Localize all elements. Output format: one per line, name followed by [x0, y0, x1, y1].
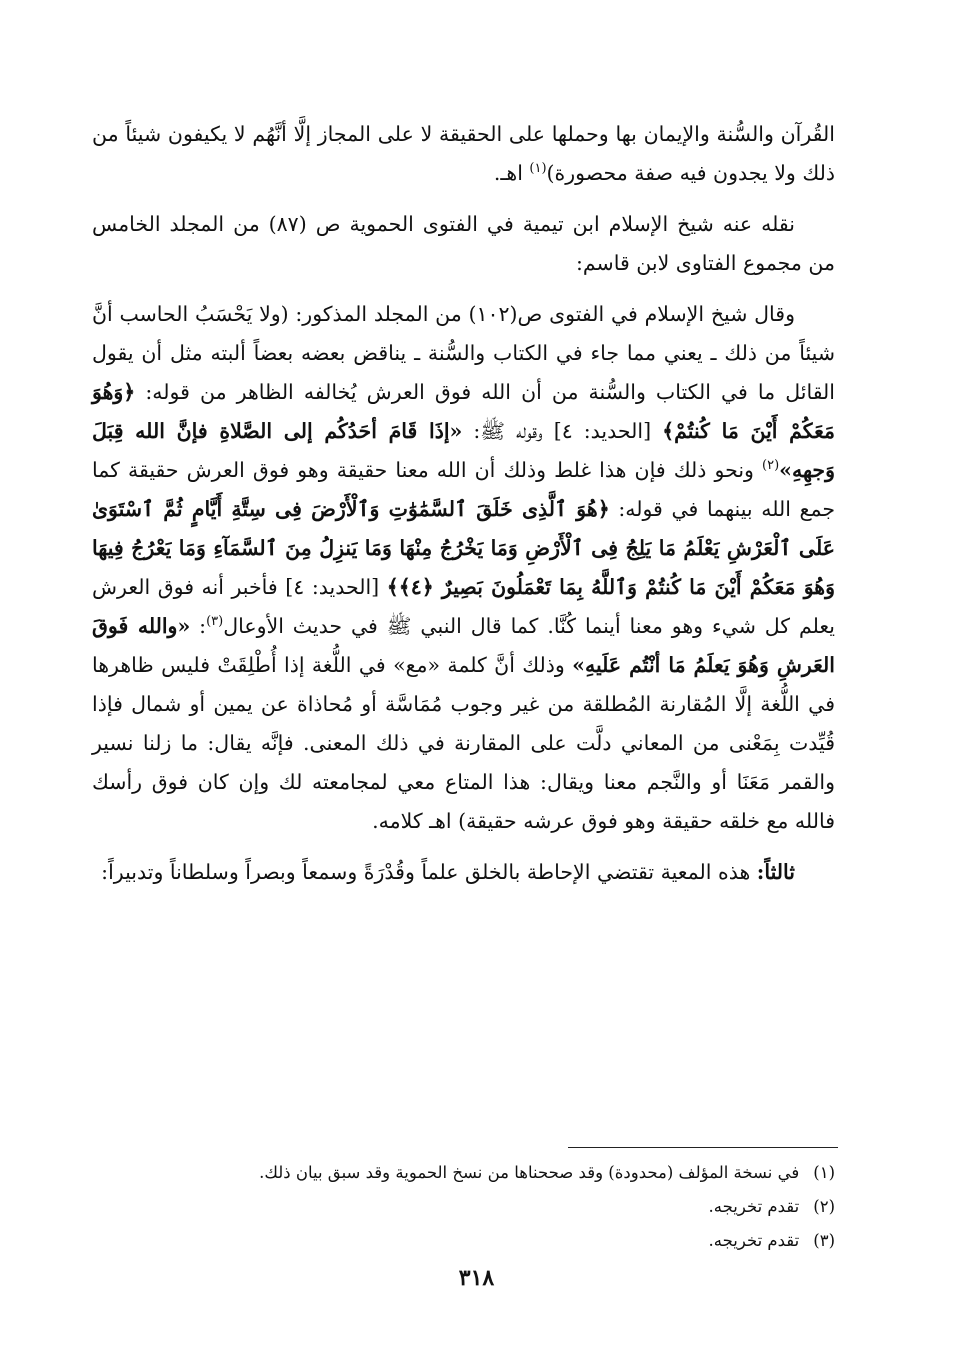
- footnote-number: (٢): [813, 1197, 835, 1216]
- paragraph-3-part-e: :: [190, 614, 207, 638]
- hadith-quote-2: «والله فَوقَ العَرشِ وَهُوَ يَعلَمُ مَا أنْتُم عَلَيهِ»: [92, 614, 835, 677]
- footnote-text: في نسخة المؤلف (محدودة) وقد صححناها من نسخ الحموية وقد سبق بيان ذلك.: [259, 1163, 800, 1182]
- footnote-text: تقدم تخريجه.: [708, 1197, 800, 1216]
- paragraph-4: [92, 853, 835, 892]
- quran-verse-2: ﴿هُوَ ٱلَّذِى خَلَقَ ٱلسَّمَٰوَٰتِ وَٱلْأَرْضَ فِى سِتَّةِ أَيَّامٍ ثُمَّ ٱسْتَوَىٰ عَلَى ٱلْعَرْشِ يَعْلَمُ مَا يَلِجُ فِى ٱلْأَرْضِ وَمَا يَخْرُجُ مِنْهَا وَمَا يَنزِلُ مِنَ ٱلسَّمَآءِ وَمَا يَعْرُجُ فِيهَا وَهُوَ مَعَكُمْ أَيْنَ مَا كُنتُمْ وَٱللَّهُ بِمَا تَعْمَلُونَ بَصِيرٌ ﴿٤﴾﴾: [92, 497, 835, 599]
- footnote-item: [92, 1224, 835, 1258]
- quran-verse-1: ﴿وَهُوَ مَعَكُمْ أَيْنَ مَا كُنتُمْ﴾: [92, 380, 835, 443]
- footnote-number: (١): [813, 1163, 835, 1182]
- paragraph-3: [92, 295, 835, 841]
- paragraph-1-text: القُرآن والسُّنة والإيمان بها وحملها على الحقيقة لا على المجاز إلَّا أنَّهُم لا يكيفون شيئاً من ذلك ولا يجدون فيه صفة محصورة): [92, 122, 835, 185]
- footnote-ref-3: (٣): [206, 614, 224, 630]
- paragraph-3-part-a: وقال شيخ الإسلام في الفتوى ص(١٠٢) من المجلد المذكور: (ولا يَحْسَبُ الحاسب أنَّ شيئاً من ذلك ـ يعني مما جاء في الكتاب والسُّنة ـ يناقض بعضه بعضاً ألبته مثل أن يقول القائل ما في الكتاب والسُّنة من أن الله فوق العرش يُخالفه الظاهر من قوله:: [92, 302, 835, 404]
- paragraph-3-part-c: ونحو ذلك فإن هذا غلط وذلك أن الله معنا حقيقة وهو فوق العرش حقيقة كما جمع الله بينهما في قوله:: [92, 458, 835, 521]
- footnote-ref-1: (١): [529, 161, 547, 177]
- paragraph-2-text: نقله عنه شيخ الإسلام ابن تيمية في الفتوى الحموية ص (٨٧) من المجلد الخامس من مجموع الفتاوى لابن قاسم:: [92, 212, 835, 275]
- footnotes: [92, 1156, 835, 1258]
- paragraph-1: [92, 115, 835, 193]
- footnote-number: (٣): [813, 1231, 835, 1250]
- paragraph-4-text: هذه المعية تقتضي الإحاطة بالخلق علماً وقُدْرَةً وسمعاً وبصراً وسلطاناً وتدبيراً:: [101, 860, 757, 884]
- footnote-text: تقدم تخريجه.: [708, 1231, 800, 1250]
- paragraph-1-tail: اهـ.: [493, 161, 530, 185]
- footnote-item: [92, 1156, 835, 1190]
- hadith-quote-1: «إذَا قَامَ أحَدُكُم إلى الصَّلاةِ فإنَّ الله قِبَلَ وَجهِهِ»: [92, 419, 835, 482]
- paragraph-3-part-f: وذلك أنَّ كلمة «مع» في اللُّغة إذا أُطْلِقَتْ فليس ظاهرها في اللُّغة إلَّا المُقارنة المُطلقة من غير وجوب مُمَاسَّة أو مُحاذاة عن يمين أو شمال فإذا قُيِّدت بِمَعْنى من المعاني دلَّت على المقارنة في ذلك المعنى. فإنَّه يقال: ما زلنا نسير والقمر مَعَنَا أو والنَّجم معنا ويقال: هذا المتاع معي لمجامعته لك وإن كان فوق رأسك فالله مع خلقه حقيقة وهو فوق عرشه حقيقة) اهـ كلامه.: [92, 653, 835, 833]
- page-number: ٣١٨: [458, 1265, 495, 1291]
- footnote-item: [92, 1190, 835, 1224]
- paragraph-3-part-d: [الحديد: ٤] فأخبر أنه فوق العرش يعلم كل شيء وهو معنا أينما كُنَّا. كما قال النبي ﷺ في حديث الأوعال: [92, 575, 835, 638]
- footnote-divider: [568, 1147, 838, 1148]
- section-label-third: ثالثاً:: [756, 860, 795, 884]
- paragraph-3-part-b: [الحديد: ٤] وقوله ﷺ:: [462, 419, 663, 443]
- main-text: [92, 115, 835, 904]
- footnote-ref-2: (٢): [762, 458, 780, 474]
- paragraph-2: [92, 205, 835, 283]
